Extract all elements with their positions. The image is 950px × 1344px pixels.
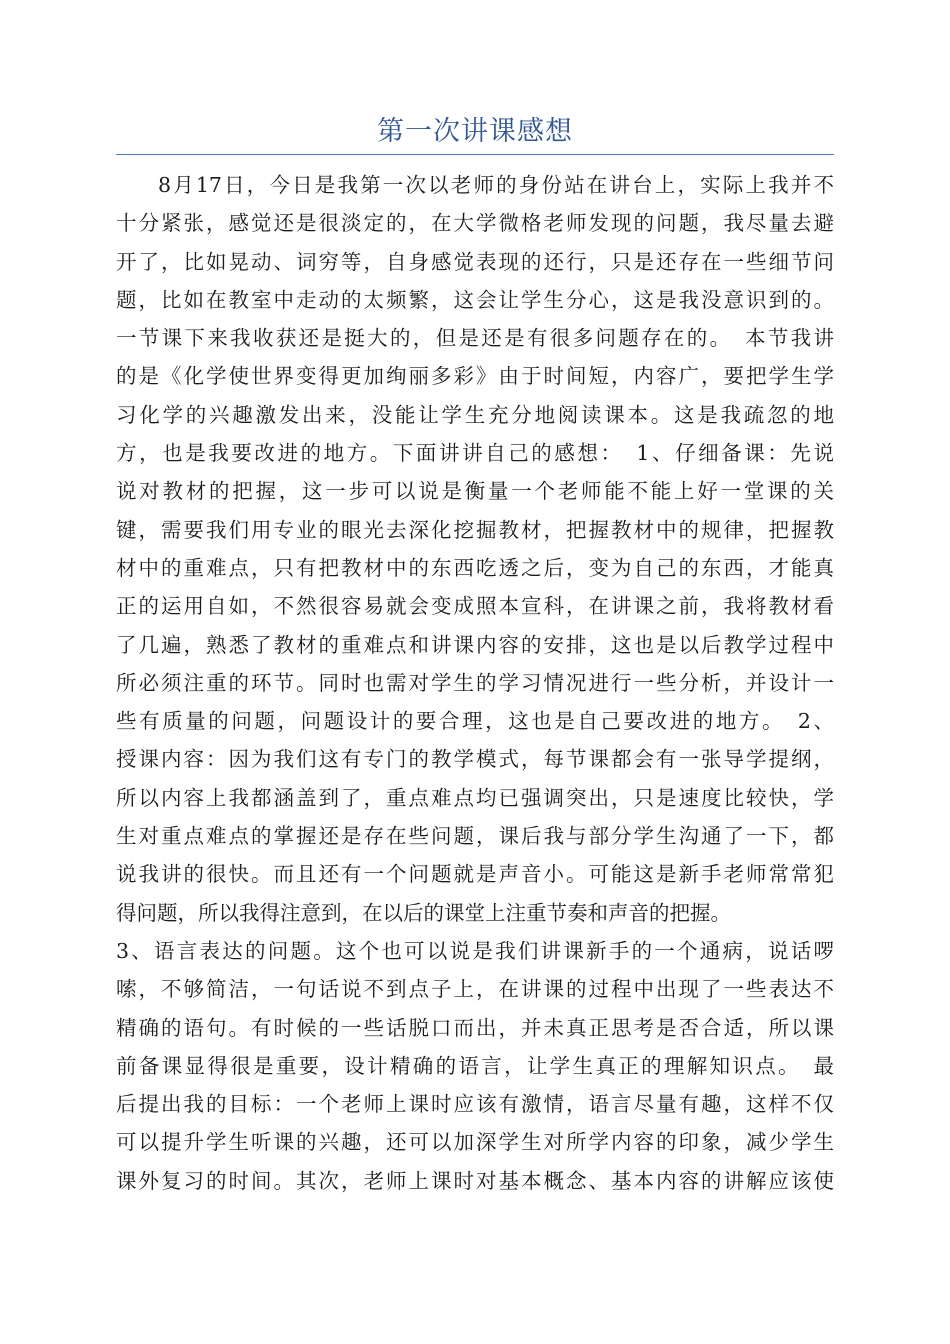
text-line: 的是《化学使世界变得更加绚丽多彩》由于时间短，内容广，要把学生学 (116, 364, 834, 389)
text-line: 8月17日，今日是我第一次以老师的身份站在讲台上，实际上我并不 (158, 173, 834, 197)
text-line: 题，比如在教室中走动的太频繁，这会让学生分心，这是我没意识到的。 (116, 287, 834, 312)
text-line: 说我讲的很快。而且还有一个问题就是声音小。可能这是新手老师常常犯 (116, 862, 834, 887)
text-line: 得问题，所以我得注意到，在以后的课堂上注重节奏和声音的把握。 (116, 900, 731, 925)
text-line: 材中的重难点，只有把教材中的东西吃透之后，变为自己的东西，才能真 (116, 555, 834, 580)
title-underline (116, 154, 834, 155)
text-line: 可以提升学生听课的兴趣，还可以加深学生对所学内容的印象，减少学生 (116, 1130, 834, 1155)
text-line: 方，也是我要改进的地方。下面讲讲自己的感想： 1、仔细备课：先说 (116, 441, 834, 466)
text-line: 习化学的兴趣激发出来，没能让学生充分地阅读课本。这是我疏忽的地 (116, 402, 834, 427)
text-line: 嗦，不够简洁，一句话说不到点子上，在讲课的过程中出现了一些表达不 (116, 977, 834, 1002)
body-text (116, 166, 834, 1200)
text-line: 了几遍，熟悉了教材的重难点和讲课内容的安排，这也是以后教学过程中 (116, 632, 834, 657)
text-line: 开了，比如晃动、词穷等，自身感觉表现的还行，只是还存在一些细节问 (116, 249, 834, 274)
text-line: 精确的语句。有时候的一些话脱口而出，并未真正思考是否合适，所以课 (116, 1015, 834, 1040)
text-line: 键，需要我们用专业的眼光去深化挖掘教材，把握教材中的规律，把握教 (116, 517, 834, 542)
text-line: 一节课下来我收获还是挺大的，但是还是有很多问题存在的。 本节我讲 (116, 326, 834, 351)
text-line: 生对重点难点的掌握还是存在些问题，课后我与部分学生沟通了一下，都 (116, 824, 834, 849)
text-line: 正的运用自如，不然很容易就会变成照本宣科，在讲课之前，我将教材看 (116, 594, 834, 619)
text-line: 授课内容：因为我们这有专门的教学模式，每节课都会有一张导学提纲， (116, 747, 834, 772)
text-line: 些有质量的问题，问题设计的要合理，这也是自己要改进的地方。 2、 (116, 709, 834, 734)
text-line: 所必须注重的环节。同时也需对学生的学习情况进行一些分析，并设计一 (116, 670, 834, 695)
text-line: 后提出我的目标：一个老师上课时应该有激情，语言尽量有趣，这样不仅 (116, 1092, 834, 1117)
text-line: 所以内容上我都涵盖到了，重点难点均已强调突出，只是速度比较快，学 (116, 785, 834, 810)
text-line: 十分紧张，感觉还是很淡定的，在大学微格老师发现的问题，我尽量去避 (116, 211, 834, 236)
text-line: 课外复习的时间。其次，老师上课时对基本概念、基本内容的讲解应该使 (116, 1168, 834, 1193)
text-line: 说对教材的把握，这一步可以说是衡量一个老师能不能上好一堂课的关 (116, 479, 834, 504)
page-title: 第一次讲课感想 (377, 116, 573, 147)
text-line: 3、语言表达的问题。这个也可以说是我们讲课新手的一个通病，说话啰 (116, 938, 834, 963)
text-line: 前备课显得很是重要，设计精确的语言，让学生真正的理解知识点。 最 (116, 1053, 834, 1078)
